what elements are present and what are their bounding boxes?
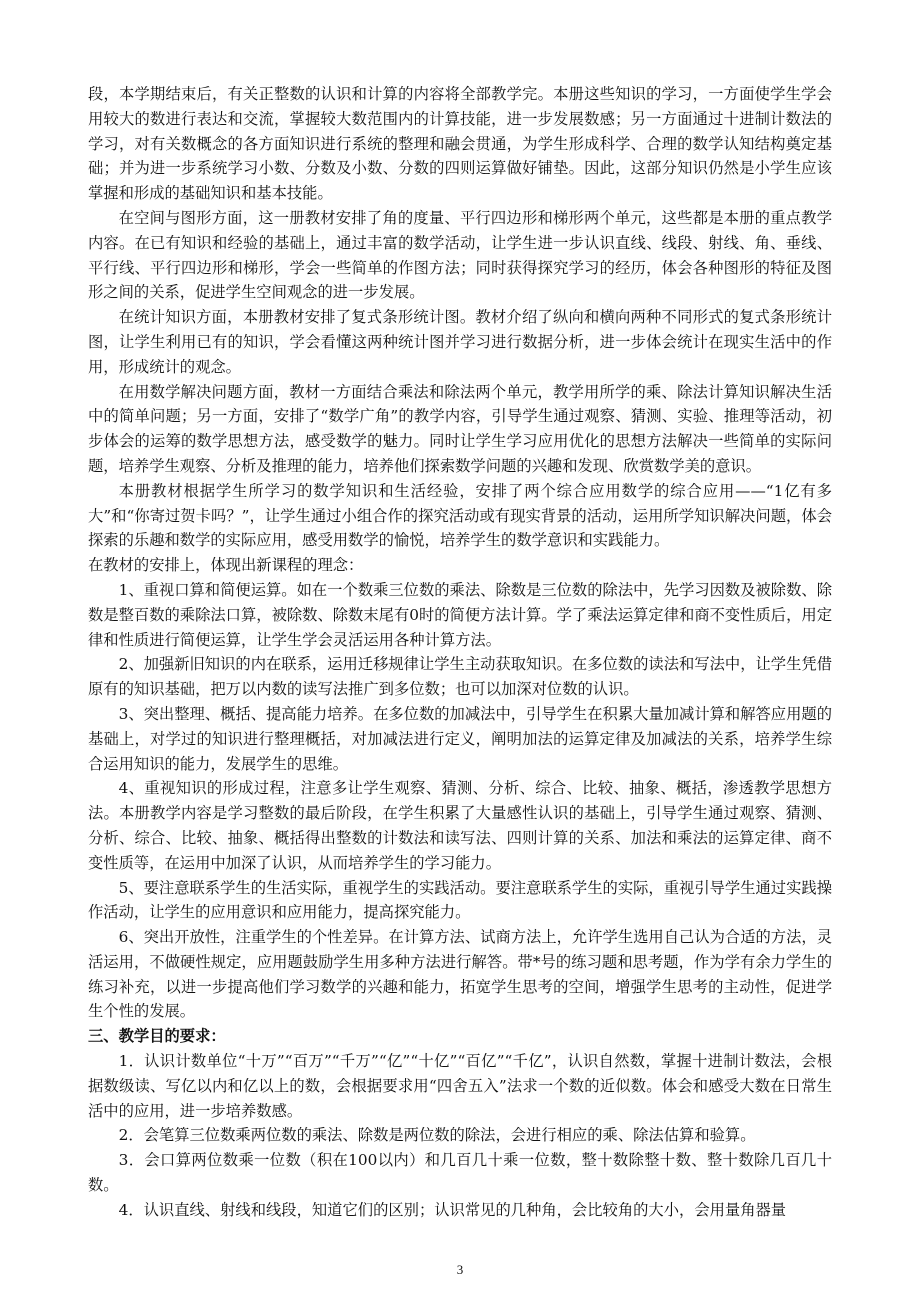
list-item-4: 4、重视知识的形成过程，注意多让学生观察、猜测、分析、综合、比较、抽象、概括，渗透教学思想方法。本册教学内容是学习整数的最后阶段，在学生积累了大量感性认识的基础上，引导学生通过观察、猜测、分析、综合、比较、抽象、概括得出整数的计数法和读写法、四则计算的关系、加法和乘法的运算定律、商不变性质等，在运用中加深了认识，从而培养学生的学习能力。: [88, 779, 832, 872]
paragraph-problem-solving: 在用数学解决问题方面，教材一方面结合乘法和除法两个单元，教学用所学的乘、除法计算知识解决生活中的简单问题；另一方面，安排了“数学广角”的教学内容，引导学生通过观察、猜测、实验、推理等活动，初步体会的运筹的数学思想方法，感受数学的魅力。同时让学生学习应用优化的思想方法解决一些简单的实际问题，培养学生观察、分析及推理的能力，培养他们探索数学问题的兴趣和发现、欣赏数学美的意识。: [88, 382, 832, 475]
paragraph-space-and-shapes: 在空间与图形方面，这一册教材安排了角的度量、平行四边形和梯形两个单元，这些都是本册的重点教学内容。在已有知识和经验的基础上，通过丰富的数学活动，让学生进一步认识直线、线段、射线、角、垂线、平行线、平行四边形和梯形，学会一些简单的作图方法；同时获得探究学习的经历，体会各种图形的特征及图形之间的关系，促进学生空间观念的进一步发展。: [88, 208, 832, 302]
objective-item-3: 3．会口算两位数乘一位数（积在100以内）和几百几十乘一位数，整十数除整十数、整十数除几百几十数。: [88, 1151, 832, 1195]
list-item-2: 2、加强新旧知识的内在联系，运用迁移规律让学生主动获取知识。在多位数的读法和写法中，让学生凭借原有的知识基础，把万以内数的读写法推广到多位数；也可以加深对位数的认识。: [88, 655, 832, 699]
section-heading: 三、教学目的要求：: [88, 1027, 226, 1046]
paragraph-curriculum-concept: 在教材的安排上，体现出新课程的理念：: [88, 556, 364, 575]
list-item-3: 3、突出整理、概括、提高能力培养。在多位数的加减法中，引导学生在积累大量加减计算和解答应用题的基础上，对学过的知识进行整理概括，对加减法进行定义，阐明加法的运算定律及加减法的关系，培养学生综合运用知识的能力，发展学生的思维。: [88, 704, 832, 773]
paragraph-comprehensive-application: 本册教材根据学生所学习的数学知识和生活经验，安排了两个综合应用数学的综合应用——“1亿有多大”和“你寄过贺卡吗？”，让学生通过小组合作的探究活动或有现实背景的活动，运用所学知识解决问题，体会探索的乐趣和数学的实际应用，感受用数学的愉悦，培养学生的数学意识和实践能力。: [88, 481, 832, 550]
page-number: 3: [456, 1262, 464, 1277]
list-item-1: 1、重视口算和简便运算。如在一个数乘三位数的乘法、除数是三位数的除法中，先学习因数及被除数、除数是整百数的乘除法口算，被除数、除数末尾有0时的简便方法计算。学了乘法运算定律和商不变性质后，用定律和性质进行简便运算，让学生学会灵活运用各种计算方法。: [88, 580, 832, 649]
list-item-5: 5、要注意联系学生的生活实际，重视学生的实践活动。要注意联系学生的实际，重视引导学生通过实践操作活动，让学生的应用意识和应用能力，提高探究能力。: [88, 878, 832, 922]
document-body: [88, 82, 832, 1223]
objective-item-2: 2．会笔算三位数乘两位数的乘法、除数是两位数的除法，会进行相应的乘、除法估算和验算。: [118, 1126, 756, 1145]
list-item-6: 6、突出开放性，注重学生的个性差异。在计算方法、试商方法上，允许学生选用自己认为合适的方法，灵活运用，不做硬性规定，应用题鼓励学生用多种方法进行解答。带*号的练习题和思考题，作为学有余力学生的练习补充，以进一步提高他们学习数学的兴趣和能力，拓宽学生思考的空间，增强学生思考的主动性，促进学生个性的发展。: [88, 928, 832, 1021]
objective-item-1: 1．认识计数单位“十万”“百万”“千万”“亿”“十亿”“百亿”“千亿”，认识自然数，掌握十进制计数法，会根据数级读、写亿以内和亿以上的数，会根据要求用“四舍五入”法求一个数的近似数。体会和感受大数在日常生活中的应用，进一步培养数感。: [88, 1052, 832, 1120]
paragraph-statistics: 在统计知识方面，本册教材安排了复式条形统计图。教材介绍了纵向和横向两种不同形式的复式条形统计图，让学生利用已有的知识，学会看懂这两种统计图并学习进行数据分析，进一步体会统计在现实生活中的作用，形成统计的观念。: [88, 308, 832, 376]
paragraph-intro-continuation: 段，本学期结束后，有关正整数的认识和计算的内容将全部教学完。本册这些知识的学习，一方面使学生学会用较大的数进行表达和交流，掌握较大数范围内的计算技能，进一步发展数感；另一方面通过十进制计数法的学习，对有关数概念的各方面知识进行系统的整理和融会贯通，为学生形成科学、合理的数学认知结构奠定基础；并为进一步系统学习小数、分数及小数、分数的四则运算做好铺垫。因此，这部分知识仍然是小学生应该掌握和形成的基础知识和基本技能。: [88, 85, 832, 203]
objective-item-4: 4．认识直线、射线和线段，知道它们的区别；认识常见的几种角，会比较角的大小，会用量角器量: [118, 1200, 787, 1219]
